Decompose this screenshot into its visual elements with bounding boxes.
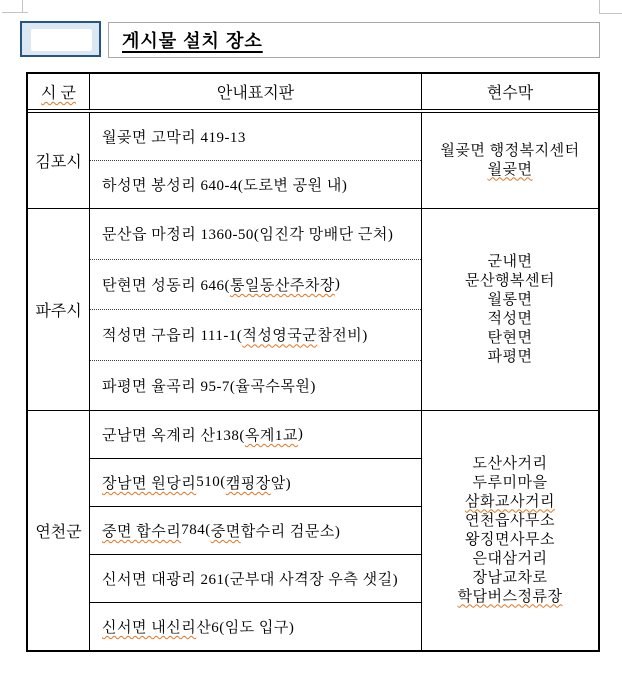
banners-cell [422,209,598,410]
crop-mark-top-right [599,13,622,14]
banner-location: 파평면 [487,348,533,365]
banner-location: 적성면 [487,310,533,327]
table-header-row [28,74,598,113]
crop-mark-top-left [22,0,23,13]
header-cell-signs: 안내표지판 [90,74,422,109]
banner-location: 은대삼거리 [472,550,548,567]
region-label: 파주시 [28,209,90,410]
crop-mark-top-right [599,0,600,13]
sign-location: 월곶면 고막리 419-13 [102,130,246,146]
banner-location: 왕징면사무소 [465,531,555,548]
region-group-yeoncheon [28,410,598,650]
banners-cell [422,411,598,650]
title-box [108,22,600,58]
sign-location: 신서면 대광리 261(군부대 사격장 우측 샛길) [90,554,421,602]
banner-location: 월곶면 [487,161,533,178]
banners-cell [422,113,598,208]
region-group-paju [28,208,598,410]
sign-location: 문산읍 마정리 1360-50(임진각 망배단 근처) [102,227,394,244]
sign-location: 탄현면 성동리 646( 통일동산주차장 ) [90,259,421,310]
banner-location: 군내면 [487,253,533,270]
sign-location: 중면 합수리 784( 중면 합수리 검문소) [90,506,421,554]
signs-cell [90,411,422,650]
banner-location: 장남교차로 [472,569,548,586]
banner-location: 학담버스정류장 [457,588,563,605]
signs-cell [90,113,422,208]
banner-location: 연천읍사무소 [465,512,555,529]
region-label: 연천군 [28,411,90,650]
install-locations-table [26,72,600,652]
sign-location: 장남면 원당리 510( 캠핑장 앞) [90,458,421,506]
header-badge-box [20,21,101,57]
banner-location: 도산사거리 [472,455,548,472]
page-title: 게시물 설치 장소 [122,31,263,51]
signs-cell [90,209,422,410]
region-group-gimpo [28,113,598,208]
region-label: 김포시 [28,113,90,208]
table-body [28,113,598,650]
header-badge-inner [31,29,92,51]
sign-location: 하성면 봉성리 640-4(도로변 공원 내) [90,160,421,208]
banner-location: 월곶면 행정복지센터 [440,142,580,159]
banner-location: 두루미마을 [472,474,548,491]
header-cell-banners: 현수막 [486,85,534,102]
crop-mark-top-left [2,12,28,13]
header-cell-region: 시 군 [28,74,90,109]
banner-location: 삼화교사거리 [465,493,555,510]
banner-location: 탄현면 [487,329,533,346]
sign-location: 적성면 구읍리 111-1( 적성영국군 참전비) [90,309,421,360]
sign-location: 신서면 내신리 산6(임도 입구) [90,602,421,650]
sign-location: 군남면 옥계리 산138( 옥계1교 ) [102,426,304,444]
banner-location: 문산행복센터 [465,272,555,289]
banner-location: 월롱면 [487,291,533,308]
sign-location: 파평면 율곡리 95-7(율곡수목원) [90,360,421,411]
